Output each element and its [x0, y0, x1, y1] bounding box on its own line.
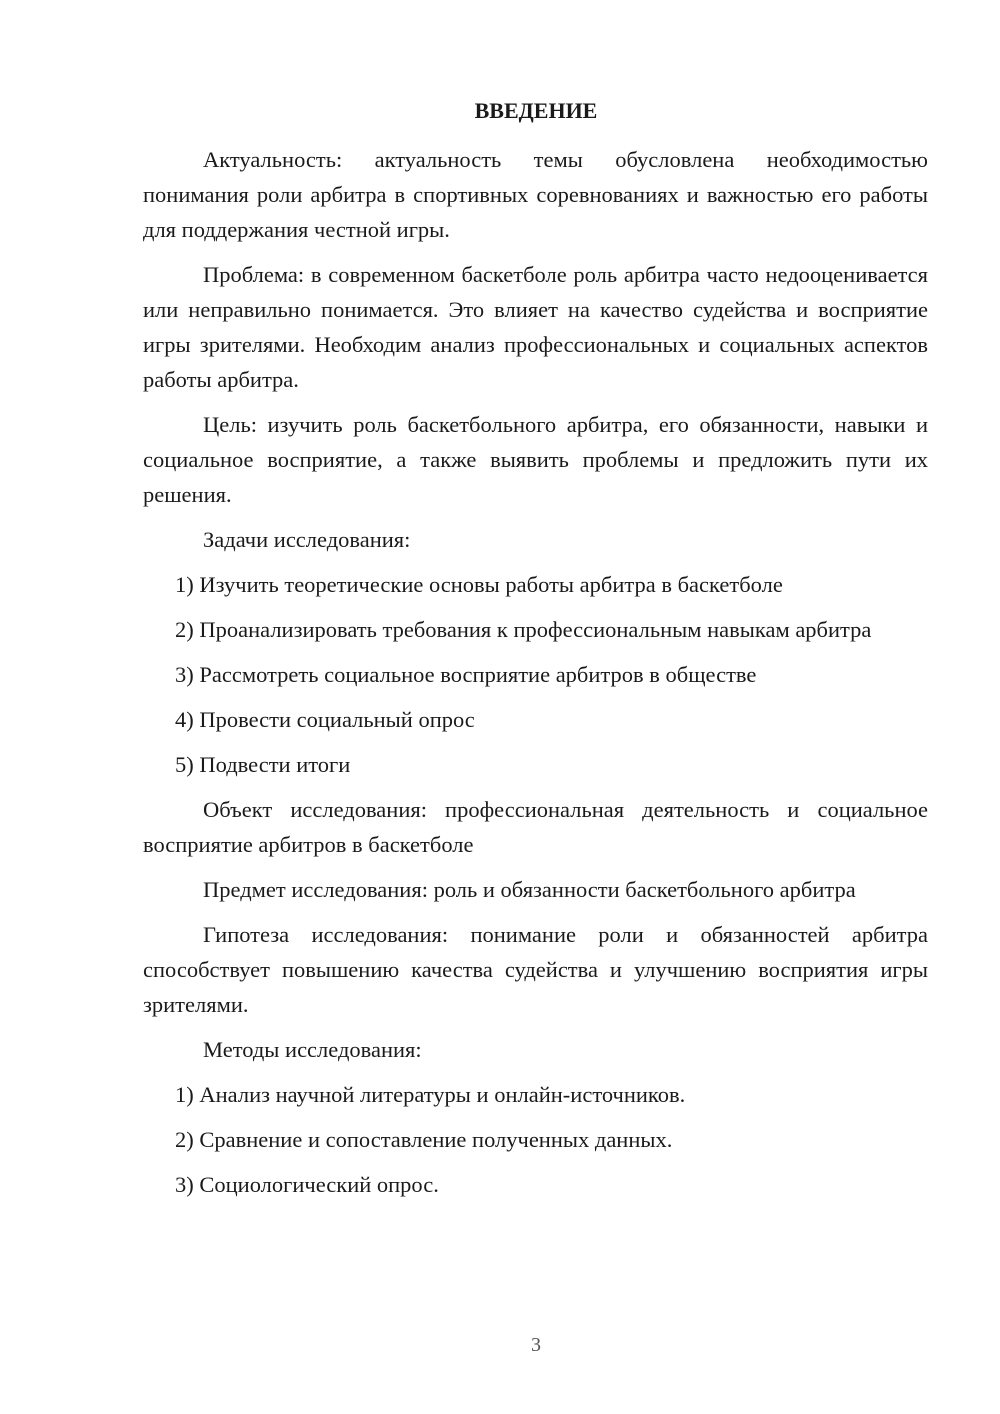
document-body	[143, 142, 928, 1212]
method-item-1: 1) Анализ научной литературы и онлайн-источников.	[175, 1082, 686, 1107]
tasks-heading: Задачи исследования:	[203, 527, 411, 552]
methods-heading: Методы исследования:	[203, 1037, 422, 1062]
page-number: 3	[531, 1334, 541, 1356]
goal-paragraph: Цель: изучить роль баскетбольного арбитра, его обязанности, навыки и социальное восприятие, а также выявить проблемы и предложить пути их решения.	[143, 412, 928, 507]
task-item-1: 1) Изучить теоретические основы работы арбитра в баскетболе	[175, 572, 783, 597]
method-item-2: 2) Сравнение и сопоставление полученных данных.	[175, 1127, 673, 1152]
page-title: ВВЕДЕНИЕ	[474, 98, 598, 123]
hypothesis-paragraph: Гипотеза исследования: понимание роли и обязанностей арбитра способствует повышению качества судейства и улучшению восприятия игры зрителями.	[143, 922, 928, 1017]
subject-paragraph: Предмет исследования: роль и обязанности баскетбольного арбитра	[203, 877, 856, 902]
problem-paragraph: Проблема: в современном баскетболе роль арбитра часто недооценивается или неправильно понимается. Это влияет на качество судейства и восприятие игры зрителями. Необходим анализ профессиональных и социальных аспектов работы арбитра.	[143, 262, 928, 392]
task-item-4: 4) Провести социальный опрос	[175, 707, 475, 732]
task-item-2: 2) Проанализировать требования к профессиональным навыкам арбитра	[175, 617, 872, 642]
task-item-3: 3) Рассмотреть социальное восприятие арбитров в обществе	[175, 662, 757, 687]
task-item-5: 5) Подвести итоги	[175, 752, 351, 777]
object-paragraph: Объект исследования: профессиональная деятельность и социальное восприятие арбитров в баскетболе	[143, 797, 928, 857]
method-item-3: 3) Социологический опрос.	[175, 1172, 439, 1197]
relevance-paragraph: Актуальность: актуальность темы обусловлена необходимостью понимания роли арбитра в спортивных соревнованиях и важностью его работы для поддержания честной игры.	[143, 147, 928, 242]
